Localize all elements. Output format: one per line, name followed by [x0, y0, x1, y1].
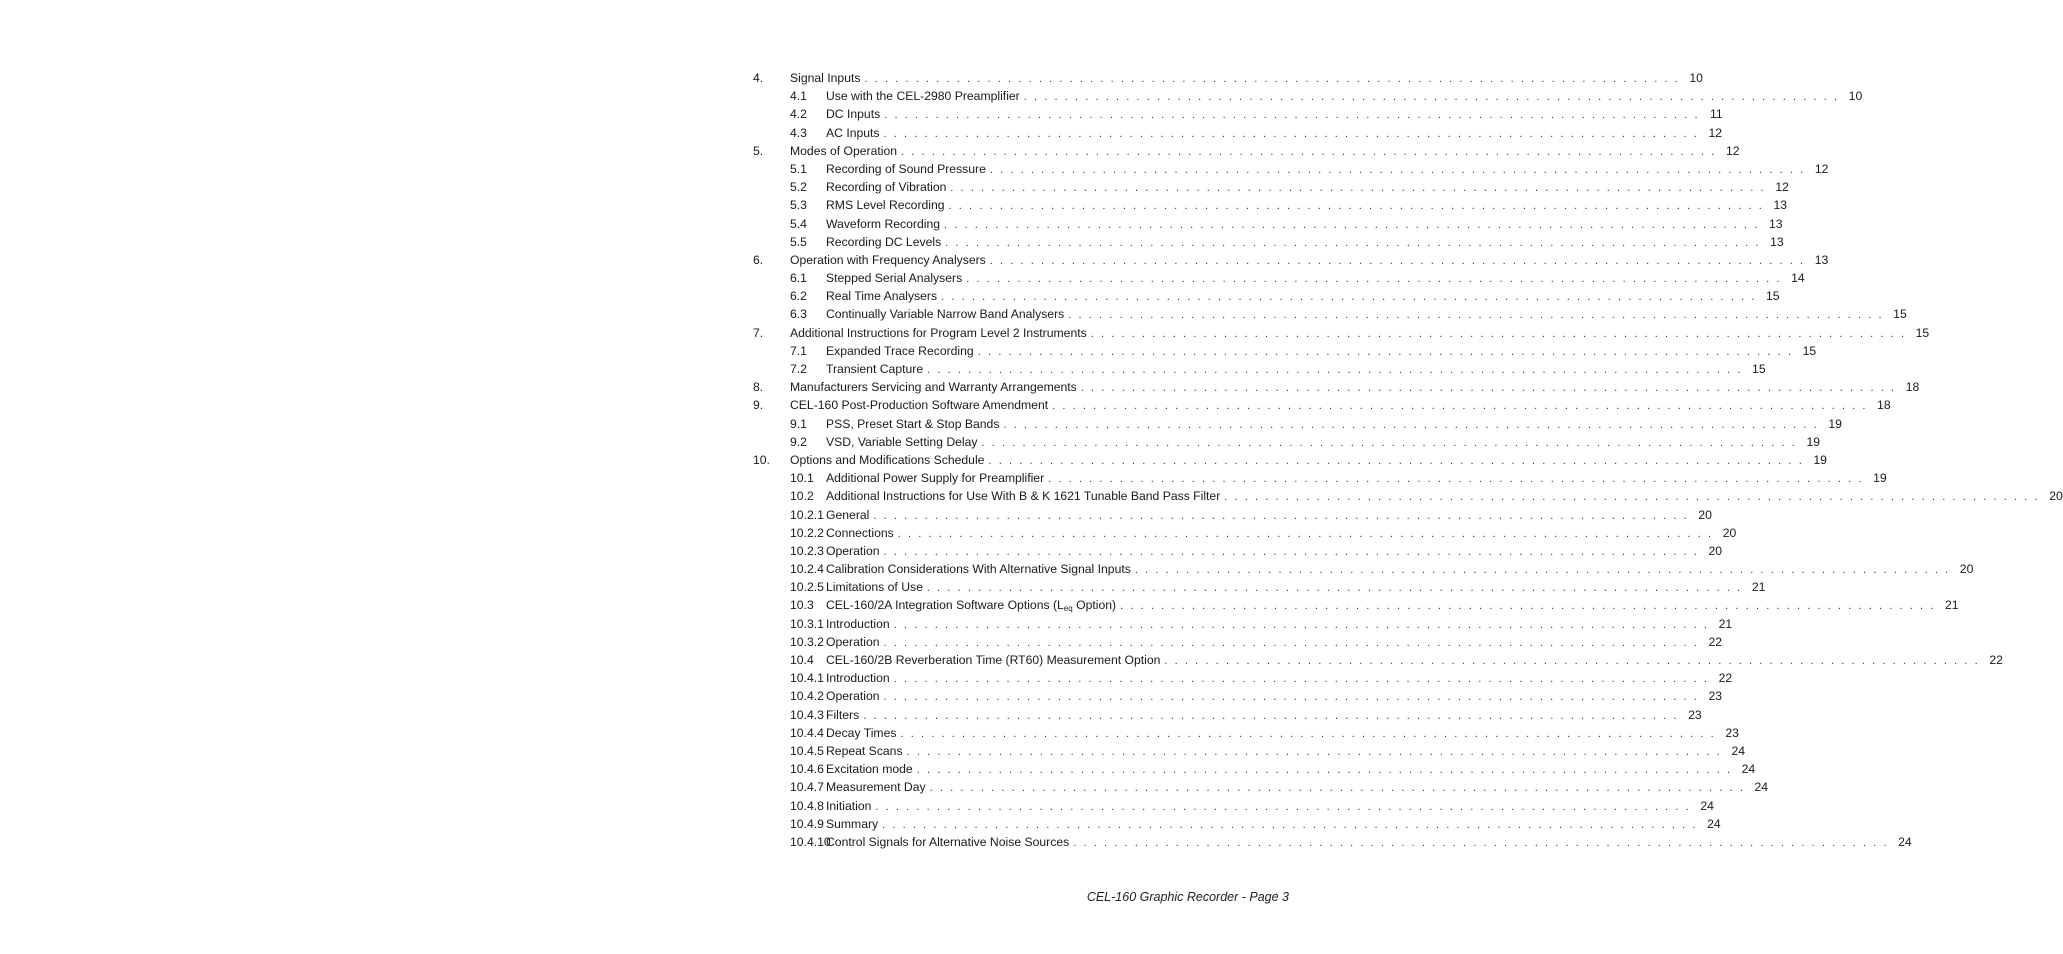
toc-entry-number: 4.3	[790, 125, 807, 140]
toc-entry-title: Additional Instructions for Use With B & K 1621 Tunable Band Pass Filter	[826, 489, 1221, 504]
toc-entry-number: 4.	[753, 71, 764, 85]
toc-dot-leader: ................................................................................	[883, 545, 1705, 558]
toc-dot-leader: ................................................................................	[906, 745, 1728, 758]
toc-entry-number: 10.2.1	[790, 507, 824, 522]
toc-entry-page: 21	[1718, 616, 1733, 631]
toc-dot-leader: ................................................................................	[883, 127, 1705, 140]
toc-entry-number: 4.2	[790, 107, 807, 122]
toc-dot-leader: ................................................................................	[1080, 382, 1902, 395]
toc-entry-title: VSD, Variable Setting Delay	[826, 434, 978, 449]
toc-dot-leader: ................................................................................	[1134, 564, 1956, 577]
toc-dot-leader: ................................................................................	[1073, 836, 1894, 849]
toc-entry-title: Use with the CEL-2980 Preamplifier	[826, 89, 1020, 104]
toc-entry-title: General	[826, 507, 870, 522]
toc-entry	[753, 433, 1821, 451]
toc-dot-leader: ................................................................................	[948, 200, 1770, 213]
toc-entry-title: Additional Instructions for Program Level 2 Instruments	[790, 325, 1087, 340]
toc-entry-page: 13	[1768, 216, 1783, 231]
toc-entry	[753, 196, 1788, 214]
toc-entry-title: PSS, Preset Start & Stop Bands	[826, 416, 1000, 431]
toc-entry-number: 10.4	[790, 653, 814, 667]
toc-entry-number: 5.	[753, 143, 764, 158]
toc-dot-leader: ................................................................................	[1224, 491, 2045, 504]
toc-entry-number: 10.4.8	[790, 798, 824, 813]
toc-dot-leader: ................................................................................	[897, 527, 1719, 540]
toc-entry-title: Initiation	[826, 798, 872, 813]
toc-entry-page: 19	[1873, 471, 1887, 486]
toc-entry-number: 6.1	[790, 271, 807, 286]
toc-entry-number: 10.4.1	[790, 671, 824, 686]
toc-entry-number: 10.4.10	[790, 834, 831, 849]
toc-entry-title: Options and Modifications Schedule	[790, 452, 985, 467]
toc-entry	[753, 615, 1733, 633]
toc-entry-number: 10.4.7	[790, 780, 824, 795]
toc-entry-number: 10.2.4	[790, 562, 824, 577]
toc-entry-title: Limitations of Use	[826, 580, 923, 595]
toc-entry-title: Signal Inputs	[790, 71, 861, 85]
toc-entry	[753, 633, 1723, 651]
toc-entry	[753, 233, 1784, 251]
toc-entry-page: 18	[1905, 380, 1920, 395]
toc-dot-leader: ................................................................................	[893, 673, 1715, 686]
toc-entry-title: Filters	[826, 707, 860, 722]
toc-entry-title: Measurement Day	[826, 780, 926, 795]
toc-entry-title: RMS Level Recording	[826, 198, 945, 213]
toc-dot-leader: ................................................................................	[1023, 91, 1845, 104]
toc-entry-number: 6.	[753, 252, 764, 267]
toc-entry	[753, 305, 1907, 323]
toc-entry	[753, 578, 1766, 596]
toc-entry-page: 12	[1708, 125, 1723, 140]
toc-dot-leader: ................................................................................	[864, 73, 1685, 85]
toc-entry-page: 13	[1770, 234, 1784, 249]
toc-entry-title: CEL-160/2A Integration Software Options ($L_{eq}$ Option)	[826, 598, 1117, 614]
toc-entry-title: Repeat Scans	[826, 743, 903, 758]
toc-entry	[753, 506, 1712, 524]
toc-entry-number: 10.4.6	[790, 762, 824, 777]
toc-entry	[753, 833, 1912, 851]
toc-entry-page: 19	[1813, 452, 1827, 467]
toc-entry-title: Waveform Recording	[826, 216, 941, 231]
toc-entry-number: 10.2	[790, 489, 814, 504]
toc-entry-number: 5.3	[790, 198, 807, 213]
toc-entry-page: 20	[1722, 525, 1737, 540]
toc-entry-page: 21	[1945, 598, 1959, 613]
toc-dot-leader: ................................................................................	[1003, 418, 1824, 431]
toc-dot-leader: ................................................................................	[901, 145, 1722, 158]
toc-entry-page: 20	[1708, 543, 1723, 558]
toc-entry-page: 24	[1754, 780, 1769, 795]
toc-entry	[753, 287, 1780, 305]
toc-entry-page: 10	[1848, 89, 1863, 104]
toc-entry-page: 19	[1828, 416, 1842, 431]
toc-entry-page: 24	[1700, 798, 1714, 813]
toc-entry-page: 21	[1751, 580, 1766, 595]
toc-entry	[753, 178, 1789, 196]
toc-entry	[753, 451, 1827, 469]
toc-entry-title: Recording of Sound Pressure	[826, 161, 986, 176]
toc-entry	[753, 651, 2003, 669]
toc-entry	[753, 396, 1891, 414]
toc-entry	[753, 415, 1842, 433]
toc-entry	[753, 160, 1829, 178]
toc-entry	[753, 797, 1714, 815]
toc-entry	[753, 560, 1974, 578]
toc-entry-title: Calibration Considerations With Alternative Signal Inputs	[826, 562, 1131, 577]
toc-entry-number: 6.2	[790, 289, 807, 304]
table-of-contents	[753, 69, 2063, 851]
toc-dot-leader: ................................................................................	[950, 182, 1771, 195]
toc-dot-leader: ................................................................................	[883, 636, 1705, 649]
toc-entry-number: 5.1	[790, 161, 807, 176]
toc-dot-leader: ................................................................................	[893, 618, 1715, 631]
toc-entry-number: 10.4.3	[790, 707, 824, 722]
toc-entry-title: Continually Variable Narrow Band Analysers	[826, 307, 1065, 322]
toc-dot-leader: ................................................................................	[941, 291, 1762, 304]
toc-dot-leader: ................................................................................	[989, 254, 1811, 267]
toc-entry	[753, 760, 1756, 778]
toc-dot-leader: ................................................................................	[900, 727, 1721, 740]
toc-entry-number: 9.2	[790, 434, 807, 449]
toc-entry-page: 24	[1731, 743, 1746, 758]
toc-entry-page: 15	[1802, 343, 1817, 358]
toc-entry-number: 4.1	[790, 89, 807, 104]
toc-entry-title: Recording of Vibration	[826, 180, 947, 195]
toc-dot-leader: ................................................................................	[926, 582, 1748, 595]
toc-entry	[753, 360, 1766, 378]
toc-entry-number: 10.2.5	[790, 580, 824, 595]
toc-entry-title: Manufacturers Servicing and Warranty Arrangements	[790, 380, 1077, 395]
toc-entry-number: 9.	[753, 398, 764, 413]
toc-entry-page: 19	[1806, 434, 1821, 449]
toc-entry	[753, 669, 1733, 687]
toc-entry-title: Summary	[826, 816, 879, 831]
toc-dot-leader: ................................................................................	[1068, 309, 1889, 322]
toc-dot-leader: ................................................................................	[927, 364, 1748, 376]
toc-entry-number: 9.1	[790, 416, 807, 431]
toc-entry-number: 5.5	[790, 234, 807, 249]
toc-entry-page: 14	[1791, 271, 1805, 286]
toc-dot-leader: ................................................................................	[944, 218, 1765, 231]
toc-entry-title: Additional Power Supply for Preamplifier	[826, 471, 1045, 486]
toc-dot-leader: ................................................................................	[977, 345, 1799, 358]
toc-entry	[753, 251, 1829, 269]
toc-entry-page: 13	[1814, 252, 1829, 267]
toc-dot-leader: ................................................................................	[916, 764, 1738, 777]
toc-entry-page: 24	[1898, 834, 1912, 849]
toc-dot-leader: ................................................................................	[989, 163, 1811, 176]
toc-entry	[753, 815, 1721, 833]
toc-entry-number: 10.4.5	[790, 743, 824, 758]
toc-entry-page: 13	[1773, 198, 1788, 213]
toc-entry-page: 15	[1915, 325, 1930, 340]
toc-entry	[753, 524, 1737, 542]
toc-entry-page: 23	[1725, 725, 1739, 740]
toc-entry-page: 10	[1689, 71, 1703, 85]
toc-entry	[753, 724, 1739, 742]
toc-entry	[753, 342, 1817, 360]
toc-dot-leader: ................................................................................	[883, 691, 1705, 704]
page-footer: CEL-160 Graphic Recorder - Page 3	[1086, 890, 1289, 904]
toc-entry-title: Excitation mode	[826, 762, 913, 777]
toc-entry-title: Recording DC Levels	[826, 234, 942, 249]
toc-entry-number: 10.4.9	[790, 816, 824, 831]
toc-entry-title: Introduction	[826, 616, 890, 631]
toc-entry-number: 5.2	[790, 180, 807, 195]
toc-entry	[753, 778, 1769, 796]
toc-dot-leader: ................................................................................	[929, 782, 1751, 795]
toc-entry-number: 7.2	[790, 362, 807, 376]
toc-entry-title: Operation	[826, 634, 880, 649]
toc-entry	[753, 87, 1863, 105]
toc-entry-number: 7.	[753, 325, 764, 340]
toc-entry-number: 5.4	[790, 216, 807, 231]
toc-entry-title: Introduction	[826, 671, 890, 686]
toc-entry	[753, 215, 1783, 233]
toc-entry-title: Real Time Analysers	[826, 289, 938, 304]
toc-entry-page: 22	[1708, 634, 1723, 649]
toc-dot-leader: ................................................................................	[966, 273, 1787, 286]
toc-entry-title: Control Signals for Alternative Noise Sources	[826, 834, 1070, 849]
toc-dot-leader: ................................................................................	[988, 454, 1809, 467]
toc-entry	[753, 69, 1703, 87]
toc-entry-number: 10.1	[790, 471, 814, 486]
toc-entry-page: 15	[1752, 362, 1766, 376]
toc-dot-leader: ................................................................................	[875, 800, 1696, 813]
toc-entry-title: Connections	[826, 525, 894, 540]
toc-entry	[753, 324, 1930, 342]
toc-entry-number: 10.3.2	[790, 634, 824, 649]
toc-dot-leader: ................................................................................	[882, 818, 1703, 831]
toc-entry-title: Modes of Operation	[790, 143, 898, 158]
toc-dot-leader: ................................................................................	[1048, 473, 1869, 486]
toc-entry-number: 7.1	[790, 343, 807, 358]
toc-dot-leader: ................................................................................	[945, 236, 1766, 249]
toc-entry-page: 18	[1877, 398, 1891, 413]
toc-entry-number: 10.2.2	[790, 525, 824, 540]
toc-dot-leader: ................................................................................	[884, 109, 1705, 122]
toc-entry-number: 10.3.1	[790, 616, 824, 631]
toc-entry-page: 15	[1766, 289, 1780, 304]
toc-entry-page: 22	[1989, 653, 2003, 667]
toc-entry	[753, 124, 1723, 142]
toc-entry-number: 10.3	[790, 598, 814, 613]
toc-entry	[753, 706, 1702, 724]
toc-entry-title: DC Inputs	[826, 107, 881, 122]
toc-entry	[753, 142, 1740, 160]
toc-entry-title: AC Inputs	[826, 125, 880, 140]
toc-entry	[753, 487, 2063, 505]
toc-entry-title: Transient Capture	[826, 362, 924, 376]
toc-entry-title: CEL-160/2B Reverberation Time (RT60) Measurement Option	[826, 653, 1161, 667]
toc-entry	[753, 269, 1805, 287]
toc-dot-leader: ................................................................................	[1120, 600, 1941, 613]
toc-entry-page: 20	[1959, 562, 1974, 577]
toc-entry	[753, 742, 1746, 760]
toc-entry-title: Stepped Serial Analysers	[826, 271, 963, 286]
toc-dot-leader: ................................................................................	[863, 709, 1684, 722]
toc-entry-title: Operation	[826, 689, 880, 704]
toc-entry-number: 6.3	[790, 307, 807, 322]
toc-entry-page: 12	[1775, 180, 1789, 195]
toc-entry-title: Operation with Frequency Analysers	[790, 252, 986, 267]
toc-entry-page: 23	[1708, 689, 1723, 704]
toc-entry-title: Decay Times	[826, 725, 897, 740]
toc-entry-number: 8.	[753, 380, 764, 395]
toc-entry-page: 20	[2049, 489, 2063, 504]
toc-entry	[753, 378, 1920, 396]
toc-entry	[753, 469, 1887, 487]
toc-entry-page: 15	[1893, 307, 1907, 322]
toc-entry-title: Operation	[826, 543, 880, 558]
toc-entry-page: 12	[1725, 143, 1740, 158]
toc-entry-page: 20	[1698, 507, 1712, 522]
toc-entry-title: CEL-160 Post-Production Software Amendment	[790, 398, 1049, 413]
toc-entry-page: 22	[1718, 671, 1733, 686]
toc-entry-page: 23	[1688, 707, 1702, 722]
toc-entry	[753, 542, 1723, 560]
toc-dot-leader: ................................................................................	[873, 509, 1694, 522]
toc-dot-leader: ................................................................................	[1164, 655, 1985, 667]
toc-entry-number: 10.4.2	[790, 689, 824, 704]
toc-entry-title: Expanded Trace Recording	[826, 343, 974, 358]
toc-entry-number: 10.2.3	[790, 543, 824, 558]
toc-entry	[753, 105, 1723, 123]
toc-entry-number: 10.	[753, 452, 770, 467]
toc-entry	[753, 687, 1723, 705]
toc-dot-leader: ................................................................................	[1052, 400, 1873, 413]
toc-entry-page: 24	[1741, 762, 1756, 777]
toc-dot-leader: ................................................................................	[1090, 327, 1912, 340]
toc-entry-number: 10.4.4	[790, 725, 824, 740]
toc-entry-page: 11	[1710, 107, 1723, 122]
toc-entry-page: 12	[1814, 161, 1829, 176]
toc-entry	[753, 596, 1959, 614]
toc-dot-leader: ................................................................................	[981, 436, 1803, 449]
toc-entry-page: 24	[1707, 816, 1721, 831]
